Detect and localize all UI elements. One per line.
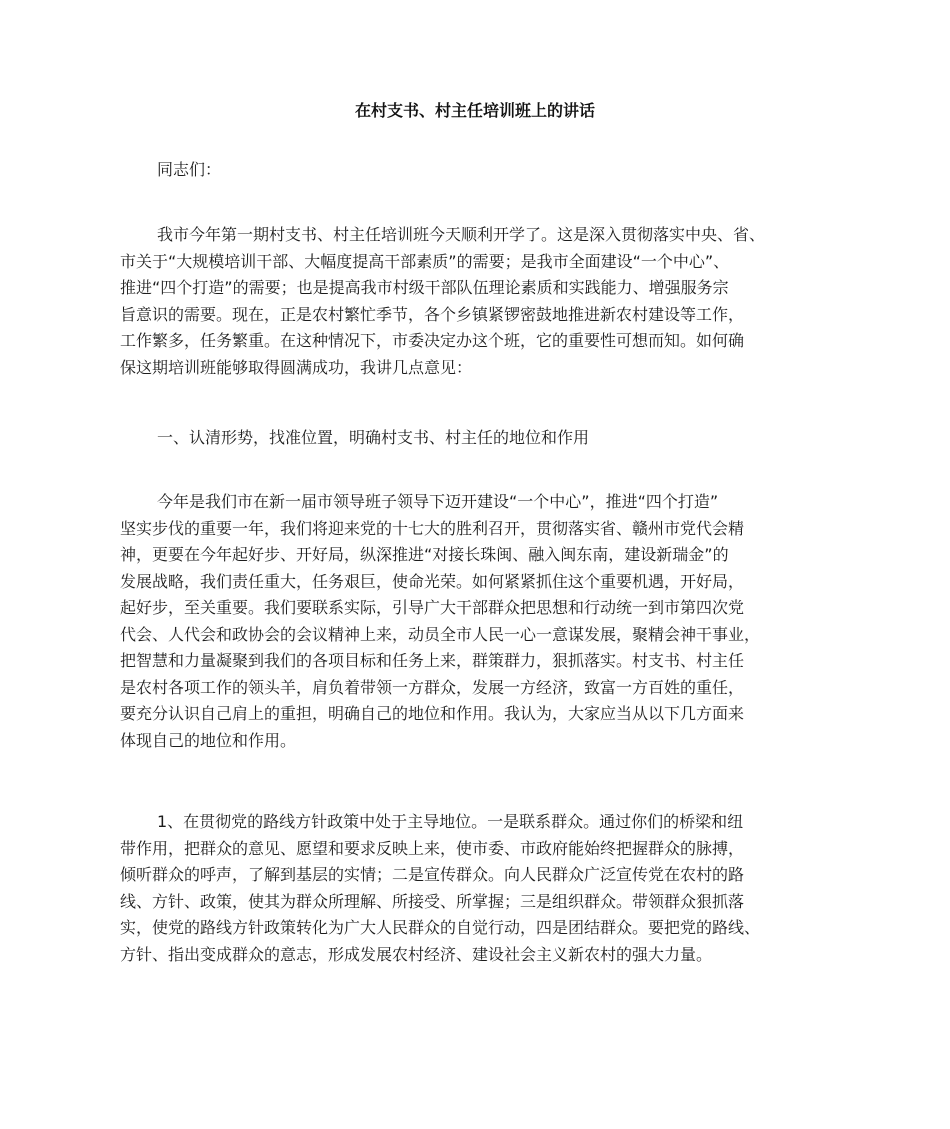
paragraph-line: 倾听群众的呼声，了解到基层的实情；二是宣传群众。向人民群众广泛宣传党在农村的路 [120,865,745,884]
paragraph-line: 带作用，把群众的意见、愿望和要求反映上来，使市委、市政府能始终把握群众的脉搏， [120,838,745,858]
paragraph-line: 要充分认识自己肩上的重担，明确自己的地位和作用。我认为，大家应当从以下几方面来 [120,704,745,723]
paragraph-line: 1、在贯彻党的路线方针政策中处于主导地位。一是联系群众。通过你们的桥梁和纽 [157,812,744,831]
section-heading [120,425,852,452]
paragraph-line: 发展战略，我们责任重大，任务艰巨，使命光荣。如何紧紧抓住这个重要机遇，开好局， [120,571,745,591]
paragraph-line: 工作繁多，任务繁重。在这种情况下，市委决定办这个班，它的重要性可想而知。如何确 [120,331,745,350]
paragraph-line: 我市今年第一期村支书、村主任培训班今天顺利开学了。这是深入贯彻落实中央、省、 [157,225,766,244]
paragraph-line: 实，使党的路线方针政策转化为广大人民群众的自觉行动，四是团结群众。要把党的路线、 [120,918,761,937]
salutation [120,157,852,184]
paragraph-line: 把智慧和力量凝聚到我们的各项目标和任务上来，群策群力，狠抓落实。村支书、村主任 [120,651,745,670]
paragraph-line: 坚实步伐的重要一年，我们将迎来党的十七大的胜利召开，贯彻落实省、赣州市党代会精 [120,518,745,538]
paragraph-line: 推进“四个打造”的需要；也是提高我市村级干部队伍理论素质和实践能力、增强服务宗 [120,278,729,297]
paragraph-line: 保这期培训班能够取得圆满成功，我讲几点意见： [120,357,473,377]
paragraph-line: 神，更要在今年起好步、开好局，纵深推进“对接长珠闽、融入闽东南，建设新瑞金”的 [120,545,729,564]
paragraph-line: 市关于“大规模培训干部、大幅度提高干部素质”的需要；是我市全面建设“一个中心”、 [120,251,730,271]
paragraph-line: 方针、指出变成群众的意志，形成发展农村经济、建设社会主义新农村的强大力量。 [120,944,713,964]
salutation-text: 同志们： [157,160,222,179]
document-title: 在村支书、村主任培训班上的讲话 [354,101,595,120]
paragraph-line: 体现自己的地位和作用。 [120,730,297,750]
paragraph-line: 线、方针、政策，使其为群众所理解、所接受、所掌握；三是组织群众。带领群众狠抓落 [120,891,745,911]
point1-paragraph [120,809,852,968]
paragraph-line: 起好步，至关重要。我们要联系实际，引导广大干部群众把思想和行动统一到市第四次党 [120,598,745,617]
paragraph-line: 代会、人代会和政协会的会议精神上来，动员全市人民一心一意谋发展，聚精会神干事业， [120,624,761,644]
paragraph-line: 是农村各项工作的领头羊，肩负着带领一方群众，发展一方经济，致富一方百姓的重任， [120,677,745,697]
section1-paragraph [120,489,852,754]
section-heading-text: 一、认清形势，找准位置，明确村支书、村主任的地位和作用 [157,428,590,447]
paragraph-line: 今年是我们市在新一届市领导班子领导下迈开建设“一个中心”，推进“四个打造” [157,492,719,511]
paragraph-line: 旨意识的需要。现在，正是农村繁忙季节，各个乡镇紧锣密鼓地推进新农村建设等工作， [120,304,745,324]
intro-paragraph [120,222,852,381]
